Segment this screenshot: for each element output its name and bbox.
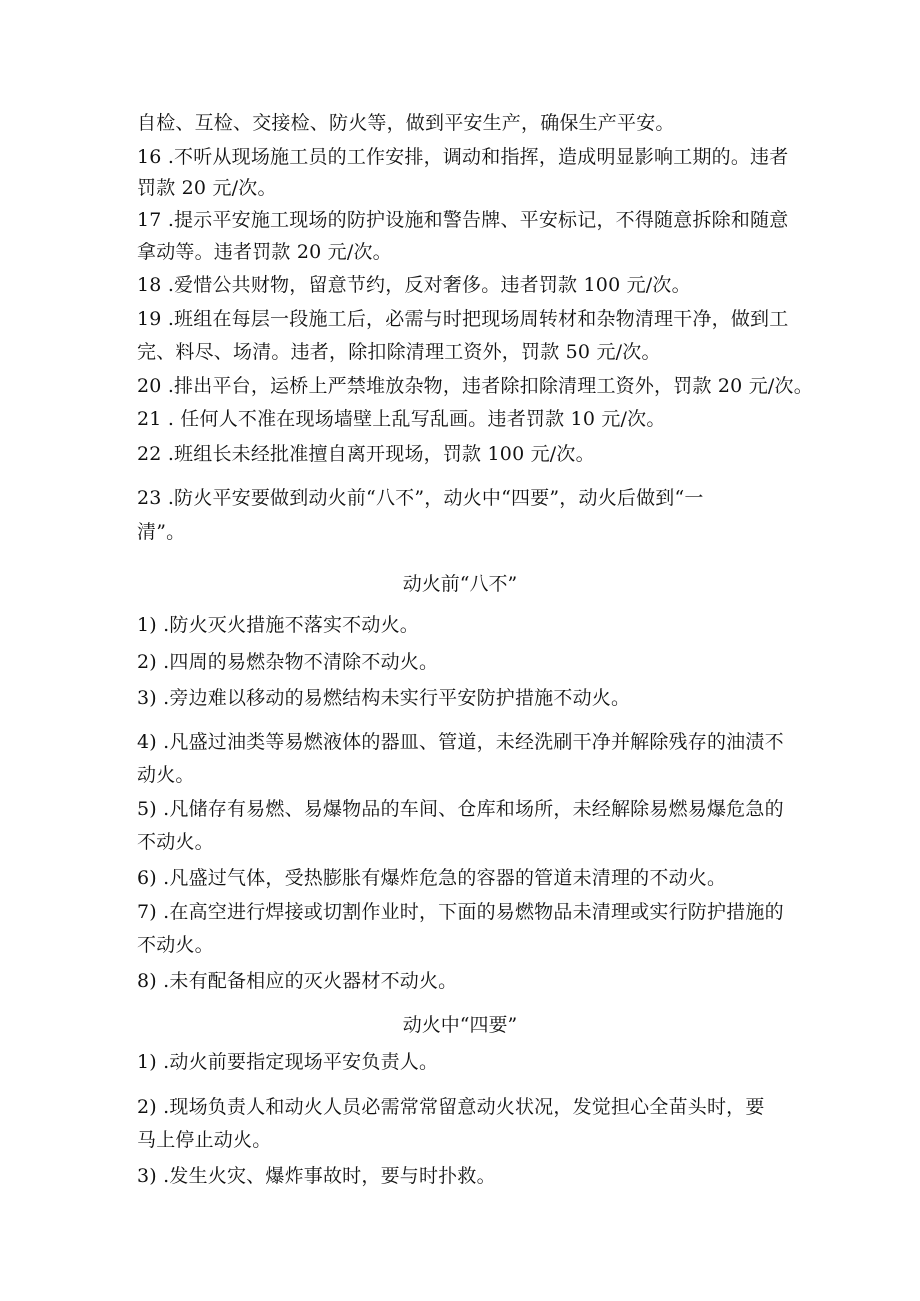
list-item: 2) .四周的易燃杂物不清除不动火。 [137,651,439,673]
list-item-continuation: 动火。 [137,764,195,786]
list-item: 1) .动火前要指定现场平安负责人。 [137,1051,439,1073]
rule-23-line1: 23 .防火平安要做到动火前“八不”，动火中“四要”，动火后做到“一 [137,487,704,509]
list-item: 6) .凡盛过气体，受热膨胀有爆炸危急的容器的管道未清理的不动火。 [137,867,727,889]
rule-22: 22 .班组长未经批准擅自离开现场，罚款 100 元/次。 [137,443,595,465]
list-item: 4) .凡盛过油类等易燃液体的器皿、管道，未经洗刷干净并解除残存的油渍不 [137,731,784,753]
list-item: 1) .防火灭火措施不落实不动火。 [137,614,419,636]
list-item: 2) .现场负责人和动火人员必需常常留意动火状况，发觉担心全苗头时，要 [137,1096,765,1118]
list-item: 3) .旁边难以移动的易燃结构未实行平安防护措施不动火。 [137,687,631,709]
list-item: 5) .凡储存有易燃、易爆物品的车间、仓库和场所，未经解除易燃易爆危急的 [137,798,784,820]
list-item-continuation: 马上停止动火。 [137,1129,272,1151]
list-item: 8) .未有配备相应的灭火器材不动火。 [137,970,458,992]
rule-16-line1: 16 .不听从现场施工员的工作安排，调动和指挥，造成明显影响工期的。违者 [137,146,789,168]
text-line: 自检、互检、交接检、防火等，做到平安生产，确保生产平安。 [137,112,675,134]
rule-17-line1: 17 .提示平安施工现场的防护设施和警告牌、平安标记，不得随意拆除和随意 [137,209,789,231]
section-heading-before-fire: 动火前“八不” [402,573,518,595]
list-item: 3) .发生火灾、爆炸事故时，要与时扑救。 [137,1165,496,1187]
rule-23-line2: 清”。 [137,521,186,543]
list-item: 7) .在高空进行焊接或切割作业时，下面的易燃物品未清理或实行防护措施的 [137,901,784,923]
section-heading-during-fire: 动火中“四要” [402,1014,518,1036]
rule-16-line2: 罚款 20 元/次。 [137,177,277,199]
rule-20: 20 .排出平台，运桥上严禁堆放杂物，违者除扣除清理工资外，罚款 20 元/次。 [137,375,813,397]
rule-21: 21 . 任何人不准在现场墙壁上乱写乱画。违者罚款 10 元/次。 [137,408,666,430]
rule-19-line1: 19 .班组在每层一段施工后，必需与时把现场周转材和杂物清理干净，做到工 [137,308,789,330]
rule-19-line2: 完、料尽、场清。违者，除扣除清理工资外，罚款 50 元/次。 [137,341,661,363]
list-item-continuation: 不动火。 [137,831,214,853]
rule-17-line2: 拿动等。违者罚款 20 元/次。 [137,241,392,263]
list-item-continuation: 不动火。 [137,934,214,956]
rule-18: 18 .爱惜公共财物，留意节约，反对奢侈。违者罚款 100 元/次。 [137,274,691,296]
